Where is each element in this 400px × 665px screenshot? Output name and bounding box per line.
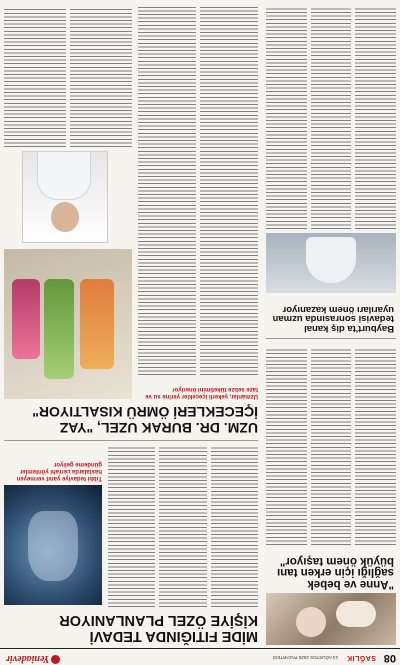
text-column: [200, 7, 258, 375]
article-top-right: [4, 445, 258, 645]
divider: [266, 338, 396, 339]
article-body: [108, 447, 258, 607]
section-label: SAĞLIK: [346, 654, 376, 661]
article-body: [266, 347, 396, 545]
brand-logo: [6, 653, 60, 664]
right-area: [4, 5, 258, 645]
text-column: [211, 447, 258, 607]
article-headline-line-2: KİŞİYE ÖZEL PLANLANIYOR: [59, 612, 258, 628]
article-photo: [266, 593, 396, 645]
article-body-continued: [4, 7, 132, 147]
text-column: [4, 7, 66, 147]
text-column: [159, 447, 206, 607]
divider: [4, 440, 258, 441]
text-column: [355, 7, 396, 229]
text-column: [266, 7, 307, 229]
text-column: [355, 347, 396, 545]
issue-date: 24 AĞUSTOS 2025 PAZARTESİ: [272, 655, 338, 660]
text-column: [70, 7, 132, 147]
text-column: [108, 447, 155, 607]
article-headline: "Anne ve bebek sağlığı için erken tanı büyük önem taşıyor": [277, 554, 394, 590]
article-body: [138, 7, 258, 375]
masthead: [0, 648, 400, 665]
left-column: [266, 5, 396, 645]
article-headline-line-1: UZM. DR. BURAK UZEL, "YAZ: [59, 420, 258, 436]
text-column: [311, 347, 352, 545]
article-subheadline: Uzmanlar, şekerli içecekler yerine su ve taze sebze tüketimini öneriyor: [145, 386, 258, 399]
article-headline: Bayburt'ta diş kanal tedavisi sonrasında uzman uyarıları önem kazanıyor: [272, 303, 394, 334]
doctor-portrait-photo: [22, 151, 108, 243]
article-middle-right: [4, 5, 258, 435]
article-left-top: [266, 345, 396, 645]
article-body: [266, 7, 396, 229]
article-headline-line-1: MİDE FITIĞINDA TEDAVİ: [89, 628, 258, 644]
article-photo: [4, 485, 102, 605]
article-subheadline: Tıbbi tedaviye yanıt vermeyen hastalarda cerrahi yöntemler gündeme geliyor: [16, 461, 102, 481]
article-left-bottom: [266, 7, 396, 333]
article-headline-line-2: İÇECEKLERİ ÖMRÜ KISALTIYOR": [32, 404, 258, 420]
brand-mark-icon: [51, 655, 60, 664]
text-column: [311, 7, 352, 229]
page-number: 08: [383, 652, 396, 664]
text-column: [266, 347, 307, 545]
brand-name: Yeniadevir: [6, 653, 50, 664]
article-photo: [266, 233, 396, 293]
text-column: [138, 7, 196, 375]
article-photo: [4, 249, 132, 399]
